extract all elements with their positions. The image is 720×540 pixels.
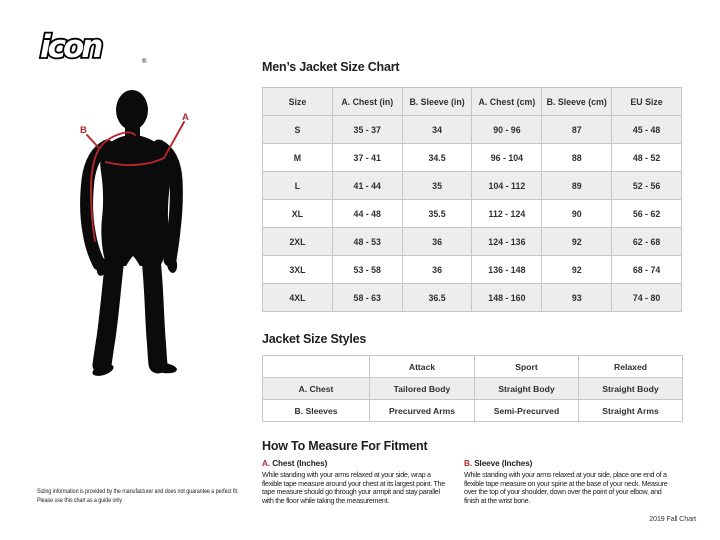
table-cell: 48 - 53 [332,228,402,256]
table-cell: 35 [402,172,472,200]
table-cell: 124 - 136 [472,228,542,256]
measure-sleeve-text: While standing with your arms relaxed at your side, place one end of a flexible tape measure on your spine at the base of your neck. Measure over the top of your shoulder, down over the point of your elbow, and finish at the wrist bone. [464,470,668,505]
table-row [263,284,682,312]
label-b: B [80,125,87,136]
row-header: 3XL [263,256,333,284]
table-cell: 87 [542,116,612,144]
table-cell: 89 [542,172,612,200]
table-row [263,256,682,284]
measure-chest-heading [262,459,448,468]
table-cell: 41 - 44 [332,172,402,200]
size-chart-table [262,87,682,312]
sizing-disclaimer: Sizing information is provided by the manufacturer and does not guarantee a perfect fit. Please use this chart as a guide only [37,488,239,505]
table-cell: 34 [402,116,472,144]
measure-chest-block [262,459,448,505]
column-header: Relaxed [579,356,683,378]
measure-chest-heading-text: Chest (Inches) [272,459,328,468]
table-cell: 37 - 41 [332,144,402,172]
column-header: Size [263,88,333,116]
chart-content [262,60,682,505]
table-cell: 90 [542,200,612,228]
label-a: A [182,112,189,123]
row-header: 2XL [263,228,333,256]
measure-sleeve-heading-text: Sleeve (Inches) [474,459,533,468]
registered-mark: ® [142,59,147,65]
row-header: 4XL [263,284,333,312]
table-cell: 44 - 48 [332,200,402,228]
measure-sleeve-heading [464,459,668,468]
column-header: Sport [475,356,579,378]
table-cell: Semi-Precurved [475,400,579,422]
styles-title: Jacket Size Styles [262,332,367,346]
table-cell: 35.5 [402,200,472,228]
table-cell: 53 - 58 [332,256,402,284]
measure-chest-text: While standing with your arms relaxed at your side, wrap a flexible tape measure around your chest at its largest point. The tape measure should go through your armpit and stay parallel with the floor while taking the measurement. [262,470,445,505]
column-header: A. Chest (cm) [472,88,542,116]
sleeve-label-line [87,135,98,147]
column-header: Attack [370,356,475,378]
table-cell: 68 - 74 [612,256,682,284]
chart-version-label: 2019 Fall Chart [649,514,696,523]
row-header: B. Sleeves [263,400,370,422]
icon-logo-graphic [36,26,156,68]
row-header: S [263,116,333,144]
table-row [263,172,682,200]
table-cell: 93 [542,284,612,312]
column-header: A. Chest (in) [332,88,402,116]
size-chart-title: Men’s Jacket Size Chart [262,60,400,74]
table-cell: 104 - 112 [472,172,542,200]
table-cell: 36 [402,228,472,256]
table-cell: 96 - 104 [472,144,542,172]
table-row [263,144,682,172]
measure-title: How To Measure For Fitment [262,439,428,453]
table-cell: 148 - 160 [472,284,542,312]
measure-chest-letter: A. [262,459,270,468]
table-cell: 58 - 63 [332,284,402,312]
row-header: L [263,172,333,200]
measure-instructions [262,459,682,505]
table-cell: Straight Body [579,378,683,400]
table-cell: Straight Arms [579,400,683,422]
table-cell: 36 [402,256,472,284]
row-header: XL [263,200,333,228]
measure-sleeve-block [464,459,668,505]
table-cell: 88 [542,144,612,172]
column-header [263,356,370,378]
styles-table [262,355,683,422]
header-row [263,88,682,116]
table-cell: 34.5 [402,144,472,172]
measure-sleeve-letter: B. [464,459,472,468]
table-cell: 136 - 148 [472,256,542,284]
table-cell: 56 - 62 [612,200,682,228]
table-row [263,378,683,400]
row-header: A. Chest [263,378,370,400]
table-cell: 48 - 52 [612,144,682,172]
header-row [263,356,683,378]
table-cell: 90 - 96 [472,116,542,144]
body-silhouette-graphic [40,80,260,480]
table-cell: 74 - 80 [612,284,682,312]
column-header: EU Size [612,88,682,116]
table-row [263,228,682,256]
table-cell: Straight Body [475,378,579,400]
table-cell: 112 - 124 [472,200,542,228]
table-cell: 36.5 [402,284,472,312]
table-row [263,400,683,422]
table-cell: 35 - 37 [332,116,402,144]
measurement-figure [40,80,260,480]
table-cell: 92 [542,228,612,256]
table-cell: 52 - 56 [612,172,682,200]
table-cell: 92 [542,256,612,284]
icon-brand-logo [36,26,156,68]
column-header: B. Sleeve (in) [402,88,472,116]
table-cell: 45 - 48 [612,116,682,144]
row-header: M [263,144,333,172]
table-row [263,116,682,144]
column-header: B. Sleeve (cm) [542,88,612,116]
logo-text: icon [40,29,101,65]
table-cell: Precurved Arms [370,400,475,422]
table-cell: Tailored Body [370,378,475,400]
table-cell: 62 - 68 [612,228,682,256]
table-row [263,200,682,228]
